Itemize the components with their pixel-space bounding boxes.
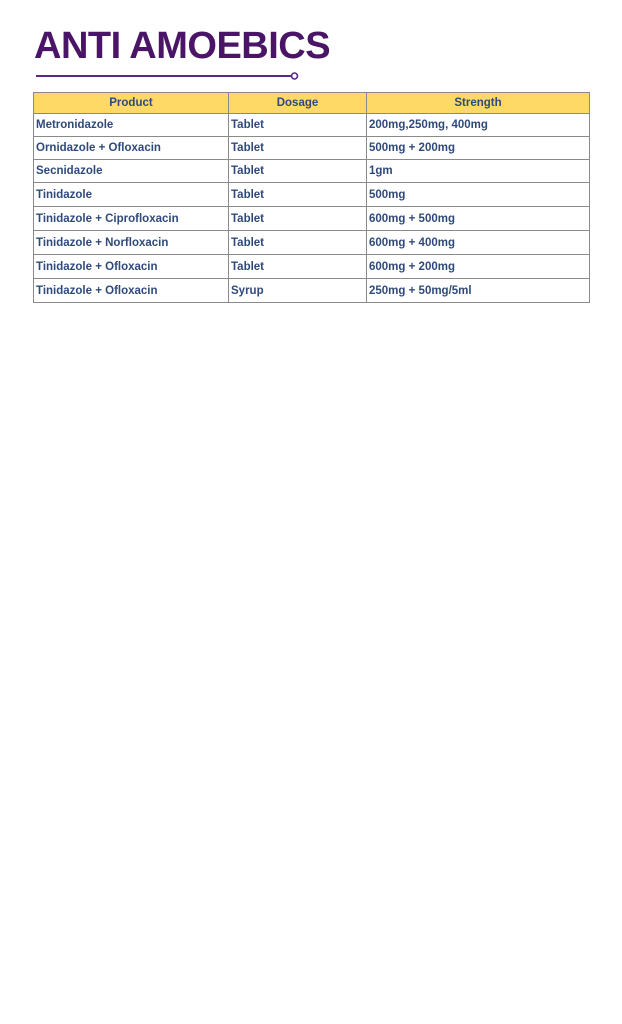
- cell-product: Tinidazole + Ciprofloxacin: [34, 207, 229, 231]
- cell-strength: 500mg: [367, 183, 590, 207]
- table-row: [34, 207, 590, 231]
- table-row: [34, 137, 590, 160]
- cell-product: Tinidazole: [34, 183, 229, 207]
- cell-dosage: Tablet: [229, 160, 367, 183]
- cell-dosage: Syrup: [229, 279, 367, 303]
- header-row: [34, 93, 590, 114]
- cell-product: Tinidazole + Norfloxacin: [34, 231, 229, 255]
- cell-product: Secnidazole: [34, 160, 229, 183]
- header-product: Product: [34, 93, 229, 114]
- cell-strength: 250mg + 50mg/5ml: [367, 279, 590, 303]
- cell-strength: 600mg + 500mg: [367, 207, 590, 231]
- header-dosage: Dosage: [229, 93, 367, 114]
- cell-dosage: Tablet: [229, 207, 367, 231]
- table-row: [34, 279, 590, 303]
- page-title: ANTI AMOEBICS: [34, 25, 331, 67]
- table-row: [34, 160, 590, 183]
- cell-dosage: Tablet: [229, 137, 367, 160]
- cell-strength: 200mg,250mg, 400mg: [367, 114, 590, 137]
- cell-dosage: Tablet: [229, 231, 367, 255]
- cell-dosage: Tablet: [229, 255, 367, 279]
- cell-dosage: Tablet: [229, 114, 367, 137]
- table-header: [34, 93, 590, 114]
- cell-strength: 500mg + 200mg: [367, 137, 590, 160]
- cell-product: Tinidazole + Ofloxacin: [34, 279, 229, 303]
- cell-strength: 600mg + 200mg: [367, 255, 590, 279]
- cell-strength: 600mg + 400mg: [367, 231, 590, 255]
- table-row: [34, 183, 590, 207]
- cell-product: Tinidazole + Ofloxacin: [34, 255, 229, 279]
- product-table: [33, 92, 590, 303]
- table-body: [34, 114, 590, 303]
- header-strength: Strength: [367, 93, 590, 114]
- table-row: [34, 231, 590, 255]
- cell-product: Ornidazole + Ofloxacin: [34, 137, 229, 160]
- table-row: [34, 255, 590, 279]
- cell-dosage: Tablet: [229, 183, 367, 207]
- table-row: [34, 114, 590, 137]
- underline-end-circle: [292, 73, 298, 79]
- title-underline-divider: [36, 71, 300, 81]
- cell-product: Metronidazole: [34, 114, 229, 137]
- cell-strength: 1gm: [367, 160, 590, 183]
